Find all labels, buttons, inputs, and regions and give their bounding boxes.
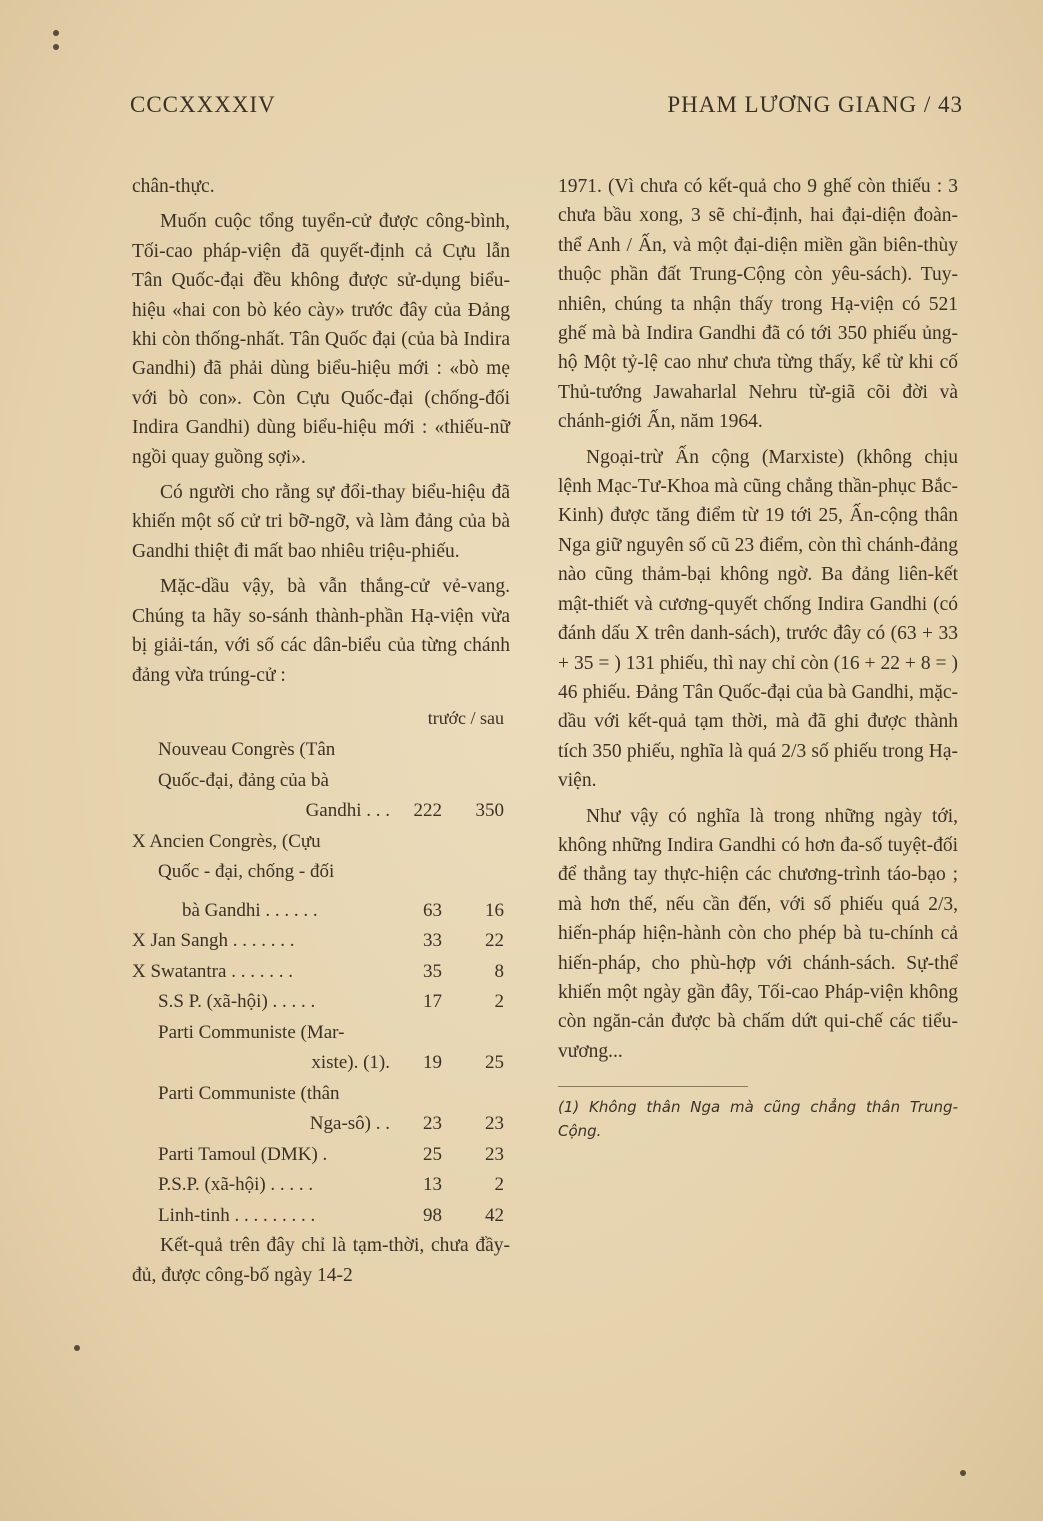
- seats-before: 23: [423, 1113, 442, 1135]
- party-label: Nga-sô) . .: [309, 1113, 390, 1135]
- seats-before: 17: [423, 991, 442, 1013]
- table-row: [132, 1018, 510, 1049]
- seats-after: 23: [485, 1113, 504, 1135]
- table-row: [132, 857, 510, 888]
- seats-before: 19: [423, 1052, 442, 1074]
- table-row: [132, 1201, 510, 1232]
- party-label: Parti Communiste (Mar-: [158, 1021, 345, 1043]
- seats-before: 35: [423, 960, 442, 982]
- seats-before: 98: [423, 1204, 442, 1226]
- party-label: X Jan Sangh . . . . . . .: [132, 930, 295, 952]
- ink-speck: [53, 44, 59, 50]
- footnote-divider: [558, 1086, 748, 1087]
- seats-before: 25: [423, 1143, 442, 1165]
- table-row: [132, 957, 510, 988]
- party-label: Linh-tinh . . . . . . . . .: [158, 1204, 316, 1226]
- table-row: [132, 896, 510, 927]
- page-header-left: CCCXXXXIV: [130, 92, 276, 117]
- table-row: [132, 735, 510, 766]
- page-header-right: PHAM LƯƠNG GIANG / 43: [667, 92, 963, 117]
- table-row: [132, 987, 510, 1018]
- table-row: [132, 1140, 510, 1171]
- seats-before: 13: [423, 1174, 442, 1196]
- paragraph: Có người cho rằng sự đổi-thay biểu-hiệu đã khiến một số cử tri bỡ-ngỡ, và làm đảng của bà Gandhi thiệt đi mất bao nhiêu triệu-phiếu.: [132, 482, 510, 562]
- party-label: Nouveau Congrès (Tân: [158, 739, 336, 761]
- party-label: bà Gandhi . . . . . .: [182, 899, 318, 921]
- party-label: xiste). (1).: [311, 1052, 390, 1074]
- right-column: [558, 172, 958, 1149]
- seats-after: 2: [494, 991, 504, 1013]
- paragraph: Ngoại-trừ Ấn cộng (Marxiste) (không chịu lệnh Mạc-Tư-Khoa mà cũng chẳng thần-phục Bắc-Kinh) được tăng điểm từ 19 tới 25, Ấn-cộng thân Nga giữ nguyên số cũ 23 điểm, còn thì chánh-đảng nào cũng thảm-bại không ngờ. Ba đảng liên-kết mật-thiết và cương-quyết chống Indira Gandhi (có đánh dấu X trên danh-sách), trước đây có (63 + 33 + 35 = ) 131 phiếu, thì nay chỉ còn (16 + 22 + 8 = ) 46 phiếu. Đảng Tân Quốc-đại của bà Gandhi, mặc-dầu với kết-quả tạm thời, mà đã ghi được thành tích 350 phiếu, nghĩa là quá 2/3 số phiếu trong Hạ-viện.: [558, 446, 958, 792]
- paragraph: Như vậy có nghĩa là trong những ngày tới, không những Indira Gandhi có hơn đa-số tuyệt-đối để thẳng tay thực-hiện các chương-trình táo-bạo ; mà hơn thế, nếu cần đến, với số phiếu quá 2/3, hiến-pháp hiện-hành còn cho phép bà tu-chính cả hiến-pháp, cho phù-hợp với chánh-sách. Sự-thể khiến một ngày gần đây, Tối-cao Pháp-viện không còn ngăn-cản được bà chấm dứt qui-chế các tiểu-vương...: [558, 805, 958, 1062]
- party-label: Parti Communiste (thân: [158, 1082, 340, 1104]
- ink-speck: [960, 1470, 966, 1476]
- footnote: (1) Không thân Nga mà cũng chẳng thân Trung-Cộng.: [558, 1098, 958, 1141]
- seats-after: 23: [485, 1143, 504, 1165]
- seats-after: 8: [494, 960, 504, 982]
- table-row: [132, 926, 510, 957]
- party-label: Quốc - đại, chống - đối: [158, 861, 335, 883]
- result-paragraph: Kết-quả trên đây chỉ là tạm-thời, chưa đầy-đủ, được công-bố ngày 14-2: [132, 1235, 510, 1286]
- paragraph: 1971. (Vì chưa có kết-quả cho 9 ghế còn thiếu : 3 chưa bầu xong, 3 sẽ chỉ-định, hai đại-diện đoàn-thể Anh / Ấn, và một đại-diện miền gần biên-thùy thuộc phần đất Trung-Cộng còn yêu-sách). Tuy-nhiên, chúng ta nhận thấy trong Hạ-viện có 521 ghế mà bà Indira Gandhi đã có tới 350 phiếu ủng-hộ Một tỷ-lệ cao như chưa từng thấy, kể từ khi cố Thủ-tướng Jawaharlal Nehru từ-giã cõi đời và chánh-giới Ấn, năm 1964.: [558, 176, 958, 433]
- table-row: [132, 1170, 510, 1201]
- seats-before: 33: [423, 930, 442, 952]
- paragraph: chân-thực.: [132, 176, 215, 197]
- table-row: [132, 766, 510, 797]
- results-table: [132, 735, 510, 1231]
- table-row: [132, 1048, 510, 1079]
- seats-after: 25: [485, 1052, 504, 1074]
- party-label: Parti Tamoul (DMK) .: [158, 1143, 328, 1165]
- party-label: Gandhi . . .: [305, 800, 390, 822]
- table-row: [132, 827, 510, 858]
- party-label: X Ancien Congrès, (Cựu: [132, 830, 321, 852]
- table-row: [132, 796, 510, 827]
- ink-speck: [53, 30, 59, 36]
- seats-after: 2: [494, 1174, 504, 1196]
- seats-after: 22: [485, 930, 504, 952]
- seats-after: 42: [485, 1204, 504, 1226]
- party-label: X Swatantra . . . . . . .: [132, 960, 293, 982]
- ink-speck: [74, 1345, 80, 1351]
- table-row: [132, 1079, 510, 1110]
- seats-after: 16: [485, 899, 504, 921]
- party-label: Quốc-đại, đảng của bà: [158, 769, 329, 791]
- table-row: [132, 1109, 510, 1140]
- paragraph: Mặc-dầu vậy, bà vẫn thắng-cử vẻ-vang. Chúng ta hãy so-sánh thành-phần Hạ-viện vừa bị giải-tán, với số các dân-biểu của từng chánh đảng vừa trúng-cử :: [132, 576, 510, 686]
- table-header: trước / sau: [427, 707, 504, 728]
- paragraph: Muốn cuộc tổng tuyển-cử được công-bình, Tối-cao pháp-viện đã quyết-định cả Cựu lẫn Tân Quốc-đại đều không được sử-dụng biểu-hiệu «hai con bò kéo cày» trước đây của Đảng khi còn thống-nhất. Tân Quốc đại (của bà Indira Gandhi) đã phải dùng biểu-hiệu mới : «bò mẹ với bò con». Còn Cựu Quốc-đại (chống-đối Indira Gandhi) dùng biểu-hiệu mới : «thiếu-nữ ngồi quay guồng sợi».: [132, 211, 510, 468]
- party-label: P.S.P. (xã-hội) . . . . .: [158, 1174, 314, 1196]
- party-label: S.S P. (xã-hội) . . . . .: [158, 991, 316, 1013]
- left-column: [132, 172, 510, 1296]
- seats-before: 222: [413, 800, 442, 822]
- seats-before: 63: [423, 899, 442, 921]
- seats-after: 350: [475, 800, 504, 822]
